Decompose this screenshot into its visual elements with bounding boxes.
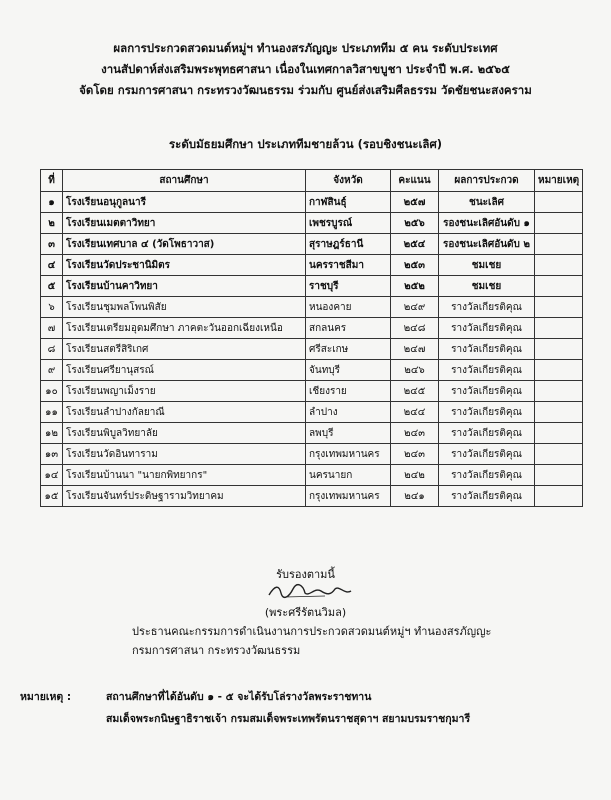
header-line-1: ผลการประกวดสวดมนต์หมู่ฯ ทำนองสรภัญญะ ประเภททีม ๕ คน ระดับประเทศ <box>113 41 498 55</box>
table-row <box>41 360 583 381</box>
table-row <box>41 213 583 234</box>
cell-school: โรงเรียนบ้านคาวิทยา <box>63 276 306 297</box>
cell-note <box>535 213 583 234</box>
document-subtitle: ระดับมัธยมศึกษา ประเภททีมชายล้วน (รอบชิงชนะเลิศ) <box>168 137 443 151</box>
cell-province: นครราชสีมา <box>306 255 391 276</box>
cell-no: ๑๕ <box>41 486 63 507</box>
cell-school: โรงเรียนสตรีสิริเกศ <box>63 339 306 360</box>
cell-province: ลพบุรี <box>306 423 391 444</box>
cell-note <box>535 339 583 360</box>
cell-note <box>535 402 583 423</box>
cell-province: นครนายก <box>306 465 391 486</box>
cell-school: โรงเรียนลำปางกัลยาณี <box>63 402 306 423</box>
cell-no: ๘ <box>41 339 63 360</box>
cell-no: ๓ <box>41 234 63 255</box>
results-table <box>40 169 583 507</box>
table-row <box>41 444 583 465</box>
column-header-no: ที่ <box>41 170 63 192</box>
cell-school: โรงเรียนจันทร์ประดิษฐารามวิทยาคม <box>63 486 306 507</box>
cell-result: ชมเชย <box>439 255 535 276</box>
cell-no: ๖ <box>41 297 63 318</box>
cell-no: ๑๒ <box>41 423 63 444</box>
column-header-result: ผลการประกวด <box>439 170 535 192</box>
cell-province: เชียงราย <box>306 381 391 402</box>
cell-result: รองชนะเลิศอันดับ ๑ <box>439 213 535 234</box>
signer-name: (พระศรีรัตนวิมล) <box>264 606 347 619</box>
cell-note <box>535 234 583 255</box>
column-header-note: หมายเหตุ <box>535 170 583 192</box>
cell-note <box>535 381 583 402</box>
cell-result: รางวัลเกียรติคุณ <box>439 444 535 465</box>
table-row <box>41 381 583 402</box>
cell-result: รางวัลเกียรติคุณ <box>439 486 535 507</box>
cell-score: ๒๔๑ <box>391 486 439 507</box>
cell-no: ๑๓ <box>41 444 63 465</box>
cell-no: ๙ <box>41 360 63 381</box>
table-row <box>41 276 583 297</box>
table-row <box>41 318 583 339</box>
column-header-score: คะแนน <box>391 170 439 192</box>
cell-result: ชมเชย <box>439 276 535 297</box>
cell-no: ๗ <box>41 318 63 339</box>
cell-province: กรุงเทพมหานคร <box>306 444 391 465</box>
column-header-province: จังหวัด <box>306 170 391 192</box>
cell-score: ๒๔๗ <box>391 339 439 360</box>
cell-no: ๑ <box>41 192 63 213</box>
cell-note <box>535 255 583 276</box>
table-row <box>41 423 583 444</box>
cell-school: โรงเรียนวัดอินทาราม <box>63 444 306 465</box>
cell-score: ๒๕๖ <box>391 213 439 234</box>
cell-result: รางวัลเกียรติคุณ <box>439 381 535 402</box>
cell-note <box>535 465 583 486</box>
table-header-row <box>41 170 583 192</box>
cell-province: จันทบุรี <box>306 360 391 381</box>
cell-score: ๒๔๒ <box>391 465 439 486</box>
cell-school: โรงเรียนเทศบาล ๔ (วัดโพธาวาส) <box>63 234 306 255</box>
remark-line-1: สถานศึกษาที่ได้อันดับ ๑ - ๕ จะได้รับโล่รางวัลพระราชทาน <box>106 691 372 703</box>
cell-score: ๒๔๙ <box>391 297 439 318</box>
cell-result: รางวัลเกียรติคุณ <box>439 297 535 318</box>
cell-score: ๒๔๘ <box>391 318 439 339</box>
certify-text: รับรองตามนี้ <box>276 568 335 581</box>
handwritten-signature <box>265 581 355 601</box>
document-header <box>20 38 591 101</box>
cell-note <box>535 192 583 213</box>
cell-school: โรงเรียนพิบูลวิทยาลัย <box>63 423 306 444</box>
cell-score: ๒๔๓ <box>391 444 439 465</box>
remark-label: หมายเหตุ : <box>20 691 72 703</box>
cell-school: โรงเรียนอนุกูลนารี <box>63 192 306 213</box>
cell-province: ศรีสะเกษ <box>306 339 391 360</box>
cell-result: รางวัลเกียรติคุณ <box>439 402 535 423</box>
cell-school: โรงเรียนศรียานุสรณ์ <box>63 360 306 381</box>
cell-note <box>535 297 583 318</box>
cell-note <box>535 276 583 297</box>
cell-province: สุราษฎร์ธานี <box>306 234 391 255</box>
cell-score: ๒๕๔ <box>391 234 439 255</box>
table-row <box>41 255 583 276</box>
cell-no: ๑๑ <box>41 402 63 423</box>
cell-score: ๒๔๓ <box>391 423 439 444</box>
cell-province: ราชบุรี <box>306 276 391 297</box>
table-row <box>41 339 583 360</box>
cell-note <box>535 486 583 507</box>
table-row <box>41 297 583 318</box>
cell-result: ชนะเลิศ <box>439 192 535 213</box>
cell-no: ๕ <box>41 276 63 297</box>
cell-note <box>535 360 583 381</box>
cell-result: รางวัลเกียรติคุณ <box>439 465 535 486</box>
cell-no: ๔ <box>41 255 63 276</box>
cell-province: เพชรบูรณ์ <box>306 213 391 234</box>
cell-result: รางวัลเกียรติคุณ <box>439 318 535 339</box>
cell-no: ๑๐ <box>41 381 63 402</box>
cell-school: โรงเรียนเตรียมอุดมศึกษา ภาคตะวันออกเฉียงเหนือ <box>63 318 306 339</box>
cell-note <box>535 444 583 465</box>
cell-no: ๑๔ <box>41 465 63 486</box>
table-row <box>41 402 583 423</box>
remark-line-2: สมเด็จพระกนิษฐาธิราชเจ้า กรมสมเด็จพระเทพรัตนราชสุดาฯ สยามบรมราชกุมารี <box>106 713 471 725</box>
cell-score: ๒๔๕ <box>391 381 439 402</box>
cell-score: ๒๔๔ <box>391 402 439 423</box>
cell-school: โรงเรียนพญาเม็งราย <box>63 381 306 402</box>
cell-result: รางวัลเกียรติคุณ <box>439 423 535 444</box>
cell-province: สกลนคร <box>306 318 391 339</box>
cell-result: รางวัลเกียรติคุณ <box>439 339 535 360</box>
cell-score: ๒๔๖ <box>391 360 439 381</box>
cell-result: รองชนะเลิศอันดับ ๒ <box>439 234 535 255</box>
cell-result: รางวัลเกียรติคุณ <box>439 360 535 381</box>
cell-score: ๒๕๗ <box>391 192 439 213</box>
cell-province: หนองคาย <box>306 297 391 318</box>
cell-school: โรงเรียนเมตตาวิทยา <box>63 213 306 234</box>
cell-score: ๒๕๓ <box>391 255 439 276</box>
column-header-school: สถานศึกษา <box>63 170 306 192</box>
cell-province: กรุงเทพมหานคร <box>306 486 391 507</box>
cell-no: ๒ <box>41 213 63 234</box>
cell-score: ๒๕๒ <box>391 276 439 297</box>
cell-province: กาฬสินธุ์ <box>306 192 391 213</box>
table-row <box>41 234 583 255</box>
table-row <box>41 465 583 486</box>
cell-province: ลำปาง <box>306 402 391 423</box>
signer-title-line-2: กรมการศาสนา กระทรวงวัฒนธรรม <box>132 644 301 657</box>
table-row <box>41 192 583 213</box>
cell-school: โรงเรียนชุมพลโพนพิสัย <box>63 297 306 318</box>
header-line-2: งานสัปดาห์ส่งเสริมพระพุทธศาสนา เนื่องในเทศกาลวิสาขบูชา ประจำปี พ.ศ. ๒๕๖๕ <box>101 62 510 76</box>
signer-title-line-1: ประธานคณะกรรมการดำเนินงานการประกวดสวดมนต์หมู่ฯ ทำนองสรภัญญะ <box>132 625 492 638</box>
header-line-3: จัดโดย กรมการศาสนา กระทรวงวัฒนธรรม ร่วมกับ ศูนย์ส่งเสริมศีลธรรม วัดชัยชนะสงคราม <box>79 83 532 97</box>
cell-school: โรงเรียนวัดประชานิมิตร <box>63 255 306 276</box>
table-row <box>41 486 583 507</box>
cell-note <box>535 423 583 444</box>
cell-note <box>535 318 583 339</box>
cell-school: โรงเรียนบ้านนา "นายกพิทยากร" <box>63 465 306 486</box>
